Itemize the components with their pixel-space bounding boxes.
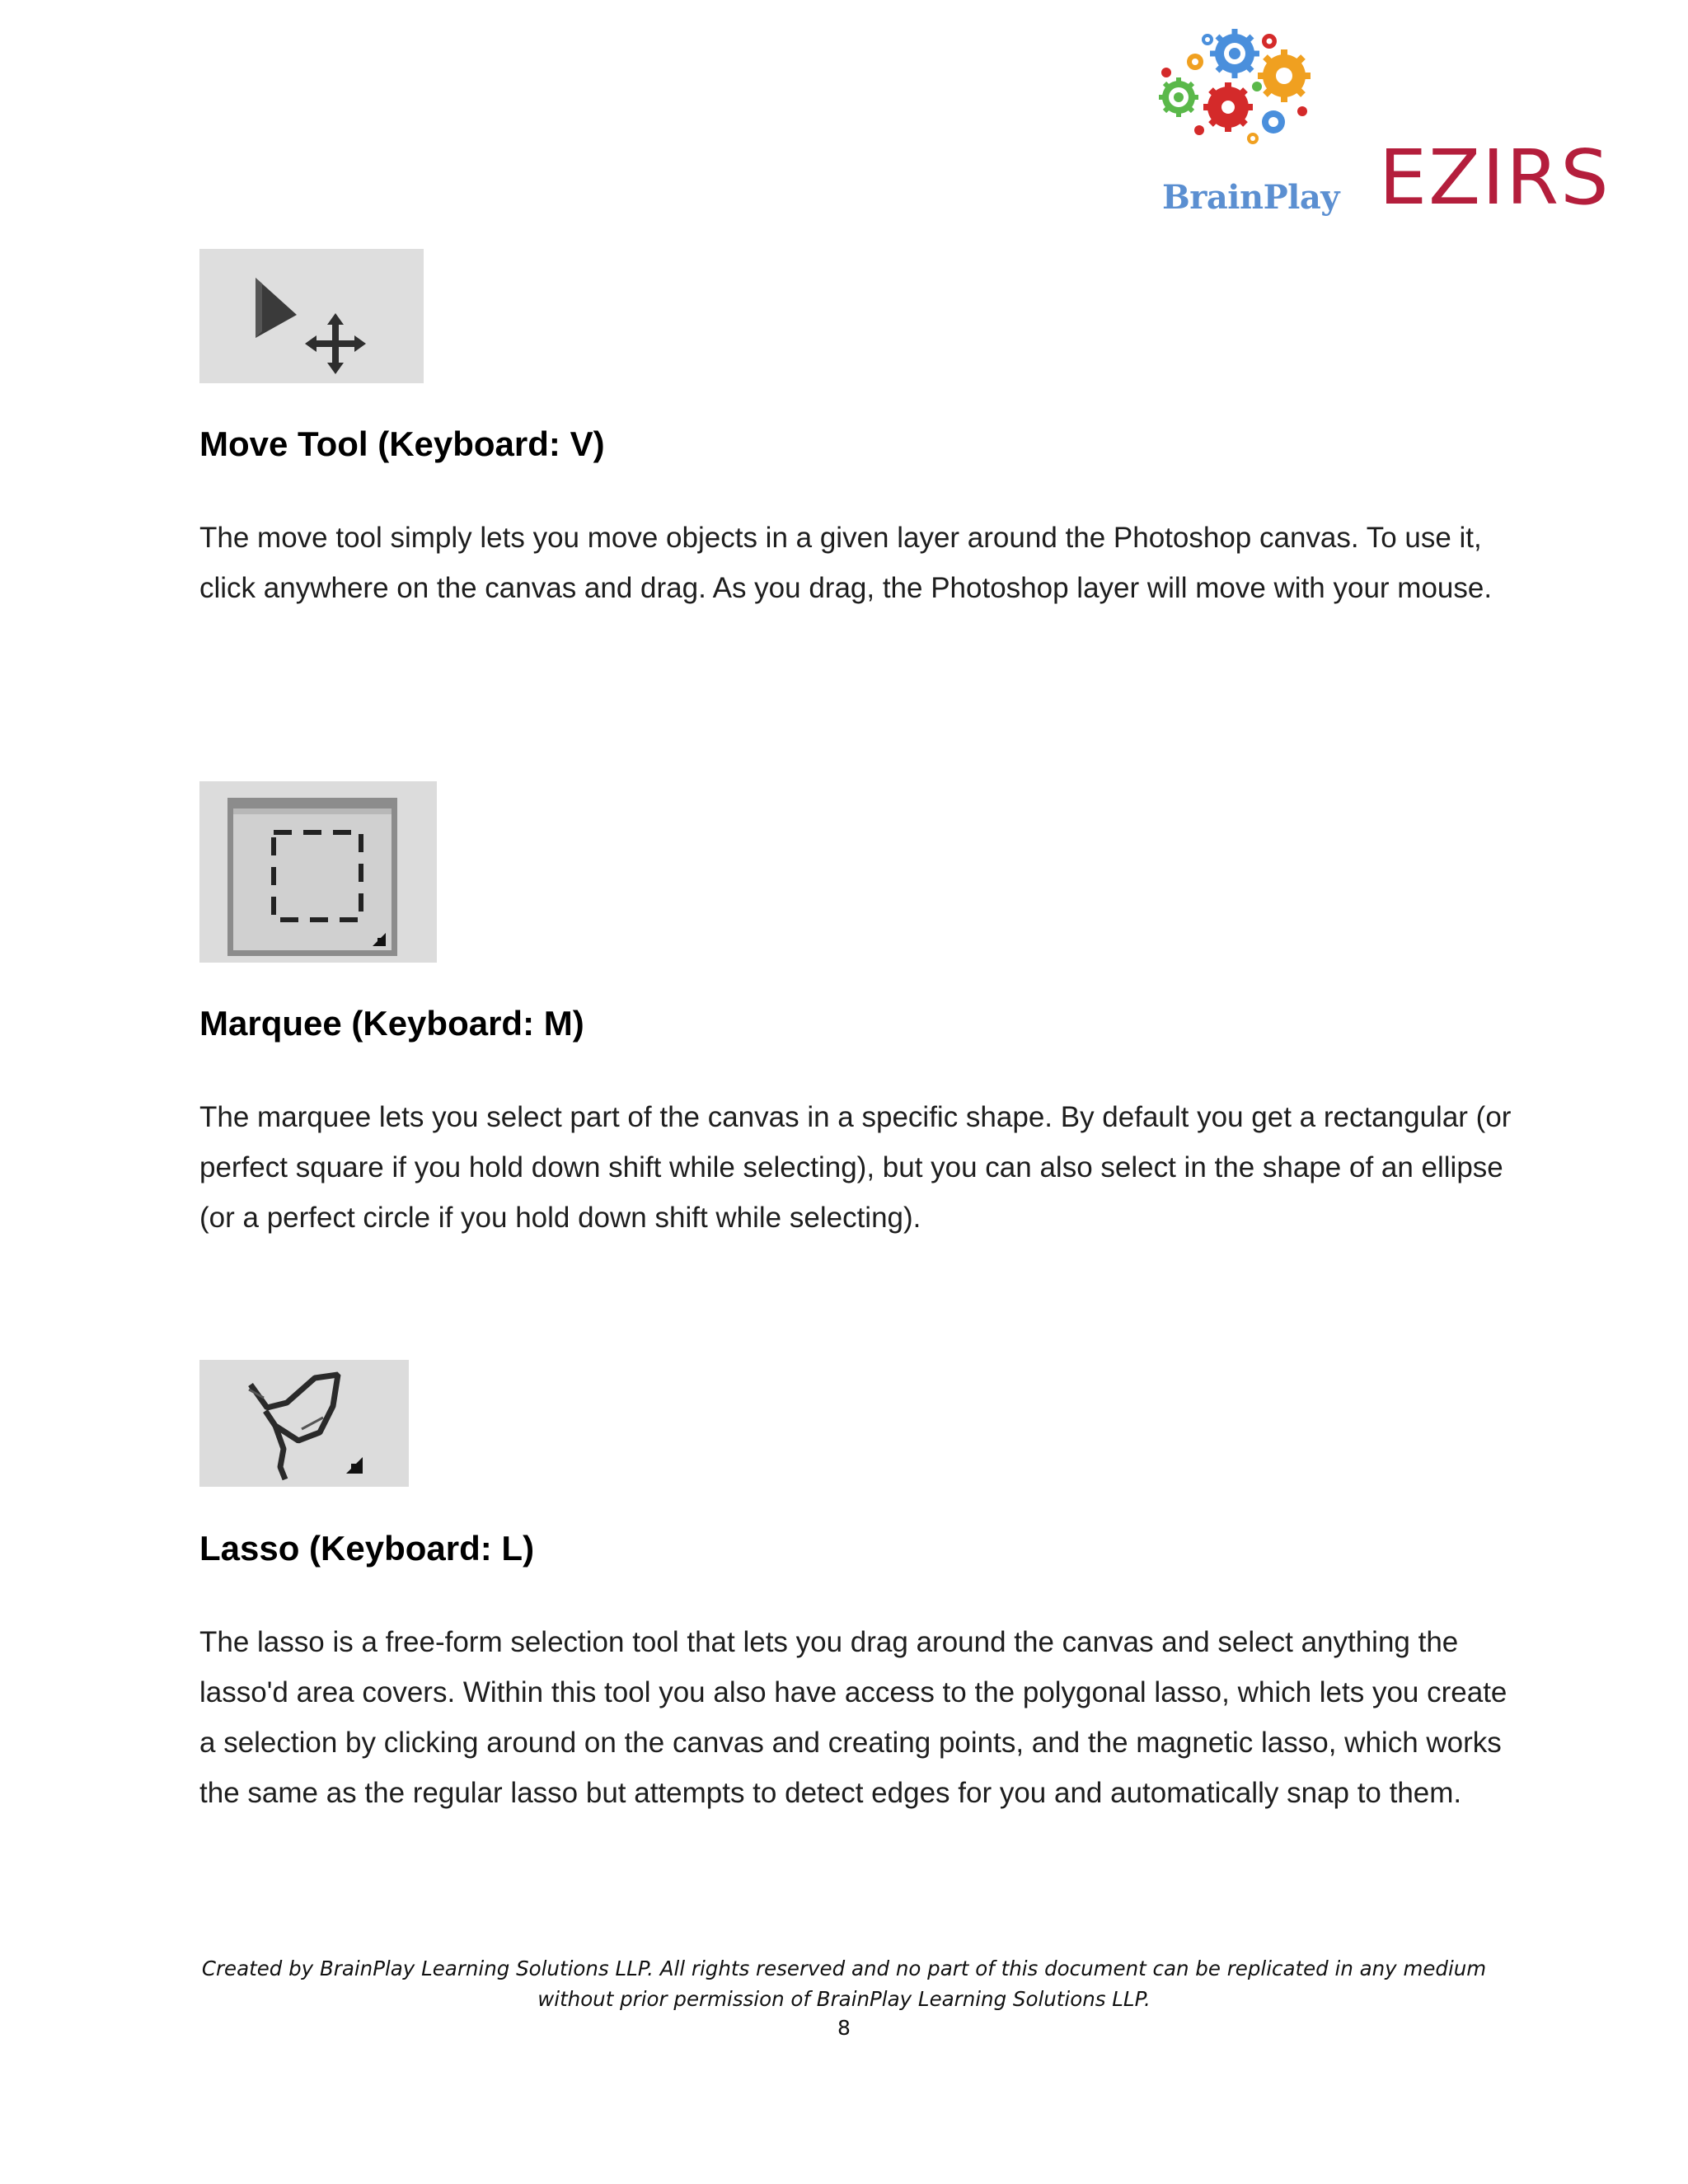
marquee-tool-title: Marquee (Keyboard: M) bbox=[199, 1004, 584, 1043]
lasso-tool-icon bbox=[199, 1360, 409, 1487]
header-logos bbox=[1150, 25, 1611, 231]
move-tool-title: Move Tool (Keyboard: V) bbox=[199, 424, 605, 463]
brainplay-gears-icon bbox=[1150, 25, 1327, 157]
footer-line-2: without prior permission of BrainPlay Learning Solutions LLP. bbox=[537, 1987, 1151, 2011]
brainplay-logo-text: BrainPlay bbox=[1162, 178, 1340, 217]
lasso-tool-title: Lasso (Keyboard: L) bbox=[199, 1529, 535, 1568]
footer-line-1: Created by BrainPlay Learning Solutions LLP. All rights reserved and no part of this document can be replicated in any medium bbox=[201, 1957, 1487, 1980]
ezirs-logo-text: EZIRS bbox=[1379, 134, 1611, 222]
lasso-tool-description: The lasso is a free-form selection tool that lets you drag around the canvas and select anything the lasso'd area covers. Within this tool you also have access to the polygonal lasso, which lets you create a selection by clicking around on the canvas and creating points, and the magnetic lasso, which works the same as the regular lasso but attempts to detect edges for you and automatically snap to them. bbox=[199, 1626, 1507, 1809]
move-tool-icon bbox=[199, 249, 424, 383]
move-tool-description: The move tool simply lets you move objects in a given layer around the Photoshop canvas. To use it, click anywhere on the canvas and drag. As you drag, the Photoshop layer will move with your mouse. bbox=[199, 522, 1493, 604]
marquee-tool-icon bbox=[199, 781, 437, 963]
marquee-tool-description: The marquee lets you select part of the canvas in a specific shape. By default you get a rectangular (or perfect square if you hold down shift while selecting), but you can also select in the shape of an ellipse (or a perfect circle if you hold down shift while selecting). bbox=[199, 1101, 1512, 1234]
footer-copyright bbox=[0, 1953, 1688, 2014]
page-number: 8 bbox=[837, 2016, 851, 2040]
